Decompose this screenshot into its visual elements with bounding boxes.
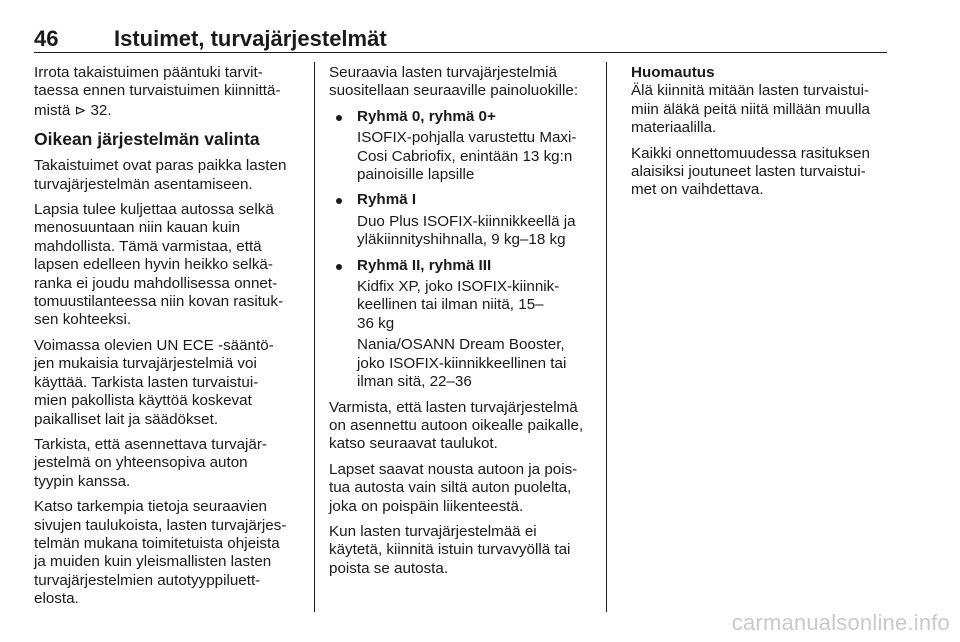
list-intro: Seuraavia lasten turvajärjestelmiä suositellaan seuraaville painoluokille: — [329, 64, 579, 100]
bullet-icon — [336, 264, 342, 270]
paragraph: Varmista, että lasten turvajärjestelmä on asennettu autoon oikealle paikalle, katso seuraavat taulukot. — [329, 398, 584, 453]
list-item — [329, 108, 599, 185]
note-text: Älä kiinnitä mitään lasten turvaistui- miin äläkä peitä niitä millään muulla materiaalilla. — [631, 82, 870, 137]
note-title: Huomautus — [631, 64, 715, 81]
bullet-icon — [336, 115, 342, 121]
item-description: ISOFIX-pohjalla varustettu Maxi- Cosi Cabriofix, enintään 13 kg:n painoisille lapsille — [357, 129, 577, 184]
page-header — [34, 22, 887, 53]
item-description: Duo Plus ISOFIX-kiinnikkeellä ja yläkiinnityshihnalla, 9 kg–18 kg — [357, 212, 576, 249]
intro-page-ref: 32. — [90, 101, 112, 119]
item-title: Ryhmä II, ryhmä III — [357, 256, 492, 274]
column-divider-2 — [606, 62, 607, 612]
paragraph: Katso tarkempia tietoja seuraavien sivujen taulukoista, lasten turvajärjes- telmän mukana toimitetuista ohjeista ja muiden kuin yleismallisten lasten turvajärjestelmien autotyyppiluett- elosta. — [34, 498, 287, 608]
page-reference-icon: ⊳ — [74, 101, 87, 118]
column-2 — [329, 64, 599, 585]
column-divider-1 — [314, 62, 315, 612]
paragraph: Lapset saavat nousta autoon ja pois- tua autosta vain siltä auton puolelta, joka on poispäin liikenteestä. — [329, 460, 578, 515]
item-title: Ryhmä 0, ryhmä 0+ — [357, 107, 496, 125]
intro-text: Irrota takaistuimen pääntuki tarvit- taessa ennen turvaistuimen kiinnittä- mistä — [34, 64, 281, 119]
paragraph: Takaistuimet ovat paras paikka lasten turvajärjestelmän asentamiseen. — [34, 157, 287, 193]
paragraph: Voimassa olevien UN ECE -sääntö- jen mukaisia turvajärjestelmiä voi käyttää. Tarkista lasten turvaistui- mien pakollista käyttöä koskevat paikalliset lait ja säädökset. — [34, 336, 274, 428]
watermark: carmanualsonline.info — [731, 610, 950, 635]
column-1 — [34, 64, 304, 616]
section-heading: Oikean järjestelmän valinta — [34, 129, 260, 150]
running-title: Istuimet, turvajärjestelmät — [114, 26, 387, 51]
list-item — [329, 257, 599, 392]
intro-paragraph — [34, 64, 304, 120]
page-number: 46 — [34, 26, 59, 51]
bullet-icon — [336, 198, 342, 204]
item-title: Ryhmä I — [357, 191, 417, 209]
paragraph: Tarkista, että asennettava turvajär- jestelmä on yhteensopiva auton tyypin kanssa. — [34, 435, 267, 490]
list-item — [329, 191, 599, 249]
weight-class-list — [329, 108, 599, 392]
paragraph: Kun lasten turvajärjestelmää ei käytetä, kiinnitä istuin turvavyöllä tai poista se autosta. — [329, 522, 571, 577]
paragraph: Kaikki onnettomuudessa rasituksen alaisiksi joutuneet lasten turvaistui- met on vaihdettava. — [631, 144, 870, 199]
item-description: Kidfix XP, joko ISOFIX-kiinnik- keellinen tai ilman niitä, 15– 36 kg — [357, 278, 560, 332]
column-3 — [631, 64, 891, 207]
item-description: Nania/OSANN Dream Booster, joko ISOFIX-kiinnikkeellinen tai ilman sitä, 22–36 — [357, 336, 567, 391]
paragraph: Lapsia tulee kuljettaa autossa selkä menosuuntaan niin kauan kuin mahdollista. Tämä varmistaa, että lapsen edelleen hyvin heikko selkä- ranka ei joudu mahdollisessa onnet- tomuustilanteessa niin kovan rasituk- sen kohteeksi. — [34, 201, 284, 329]
